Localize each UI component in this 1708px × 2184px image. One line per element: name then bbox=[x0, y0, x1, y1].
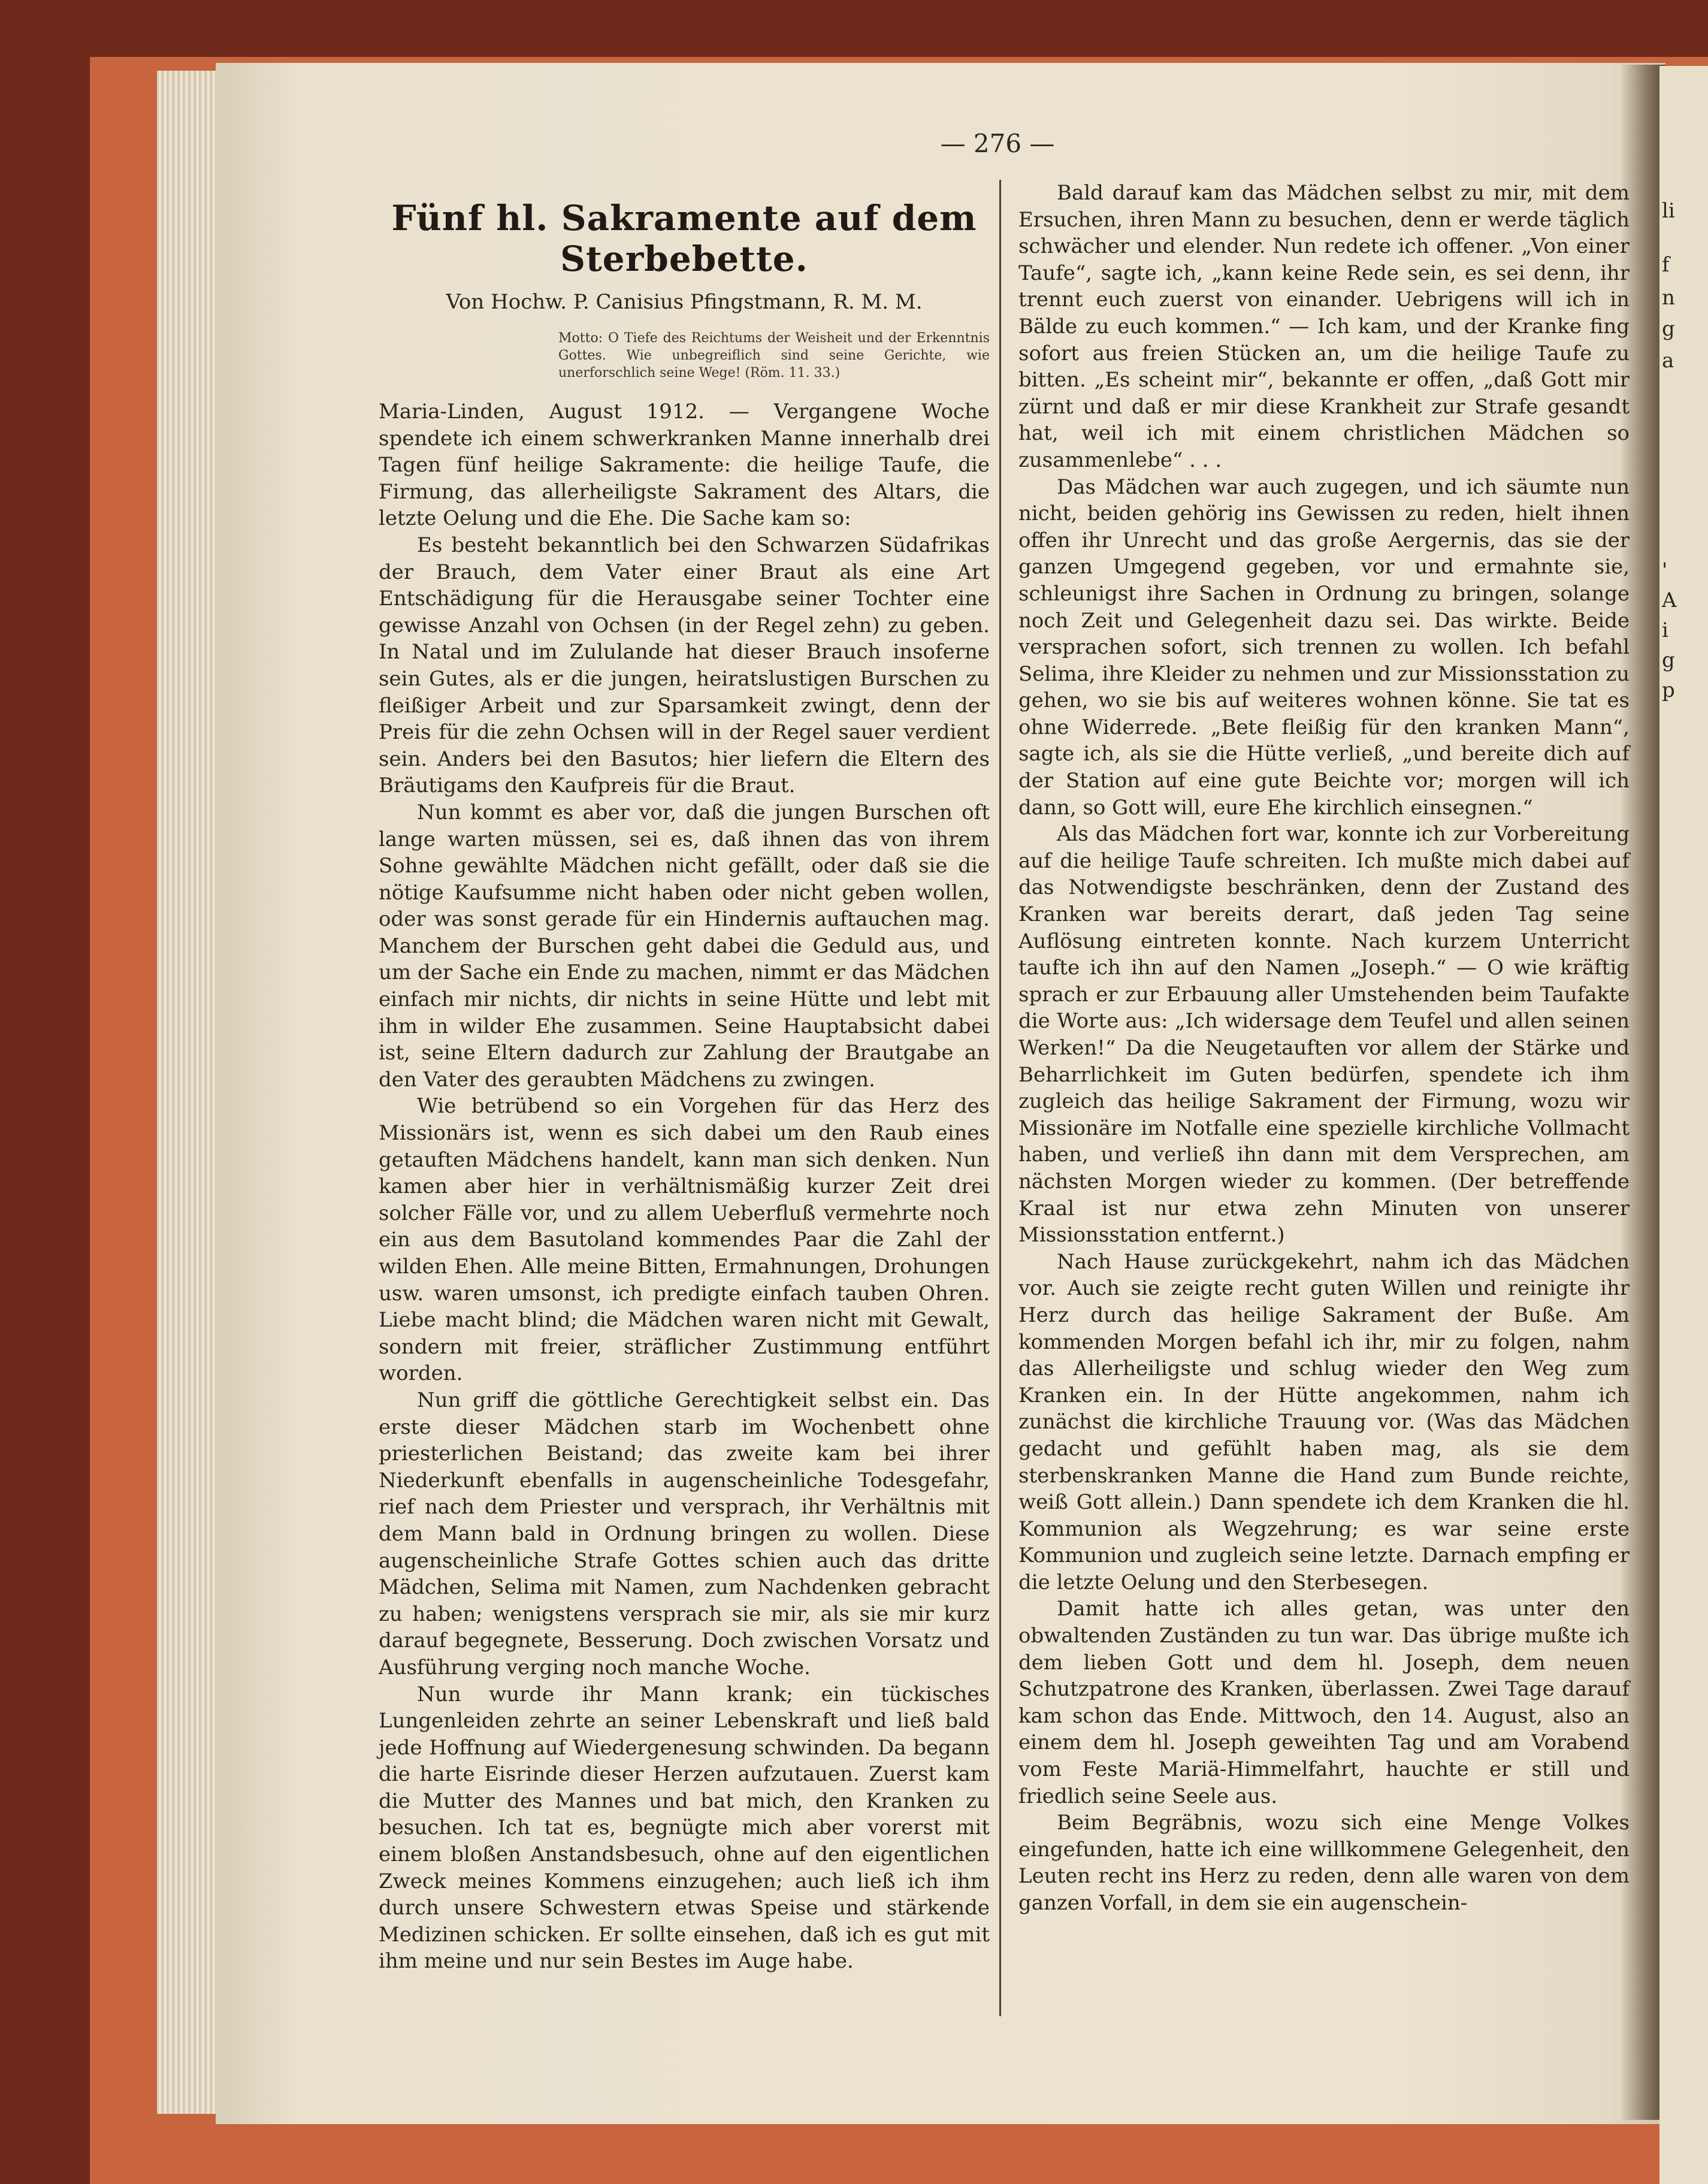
paragraph: Nach Hause zurückgekehrt, nahm ich das Mädchen vor. Auch sie zeigte recht guten Willen und reinigte ihr Herz durch das heilige Sakrament der Buße. Am kommenden Morgen befahl ich ihr, mir zu folgen, nahm das Allerheiligste und schlug wieder den Weg zum Kranken ein. In der Hütte angekommen, nahm ich zunächst die kirchliche Trauung vor. (Was das Mädchen gedacht und gefühlt haben mag, als sie dem sterbenskranken Manne die Hand zum Bunde reichte, weiß Gott allein.) Dann spendete ich dem Kranken die hl. Kommunion als Wegzehrung; es war seine erste Kommunion und zugleich seine letzte. Darnach empfing er die letzte Oelung und den Sterbesegen. bbox=[1018, 1249, 1630, 1594]
next-page-fragment: i bbox=[1662, 618, 1668, 642]
paragraph: Damit hatte ich alles getan, was unter den obwaltenden Zuständen zu tun war. Das übrige mußte ich dem lieben Gott und dem hl. Joseph, dem neuen Schutzpatrone des Kranken, überlassen. Zwei Tage darauf kam schon das Ende. Mittwoch, den 14. August, also an einem dem hl. Joseph geweihten Tag und am Vorabend vom Feste Mariä-Himmelfahrt, hauchte er still und friedlich seine Seele aus. bbox=[1018, 1597, 1630, 1808]
next-page-fragment: n bbox=[1662, 286, 1675, 310]
paragraph: Beim Begräbnis, wozu sich eine Menge Volkes eingefunden, hatte ich eine willkommene Gelegenheit, den Leuten recht ins Herz zu reden, denn alle waren von dem ganzen Vorfall, in dem sie ein augenschein- bbox=[1018, 1811, 1630, 1915]
paragraph: Wie betrübend so ein Vorgehen für das Herz des Missionärs ist, wenn es sich dabei um den Raub eines getauften Mädchens handelt, kann man sich denken. Nun kamen aber hier in verhältnismäßig kurzer Zeit drei solcher Fälle vor, und zu allem Ueberfluß vermehrte noch ein aus dem Basutoland kommendes Paar die Zahl der wilden Ehen. Alle meine Bitten, Ermahnungen, Drohungen usw. waren umsonst, ich predigte einfach tauben Ohren. Liebe macht blind; die Mädchen waren nicht mit Gewalt, sondern mit freier, sträflicher Zustimmung entführt worden. bbox=[379, 1094, 990, 1386]
column-rule bbox=[999, 180, 1001, 2016]
next-page-fragment: a bbox=[1662, 349, 1674, 373]
left-column bbox=[379, 198, 990, 1975]
next-page-fragment: g bbox=[1662, 317, 1675, 341]
paragraph: Maria-Linden, August 1912. — Vergangene Woche spendete ich einem schwerkranken Manne innerhalb drei Tagen fünf heilige Sakramente: die heilige Taufe, die Firmung, das allerheiligste Sakrament des Altars, die letzte Oelung und die Ehe. Die Sache kam so: bbox=[379, 400, 990, 531]
article-title: Fünf hl. Sakramente auf dem Sterbebette. bbox=[391, 198, 977, 279]
article-byline: Von Hochw. P. Canisius Pfingstmann, R. M. M. bbox=[446, 290, 923, 314]
next-page-fragment: p bbox=[1662, 678, 1675, 702]
next-page-fragment: f bbox=[1662, 253, 1670, 277]
next-page-fragment: li bbox=[1662, 199, 1675, 223]
paragraph: Das Mädchen war auch zugegen, und ich säumte nun nicht, beiden gehörig ins Gewissen zu reden, hielt ihnen offen ihr Unrecht und das große Aergernis, das sie der ganzen Umgegend gegeben, vor und ermahnte sie, schleunigst ihre Sachen in Ordnung zu bringen, solange noch Zeit und Gelegenheit dazu sei. Das wirkte. Beide versprachen sofort, sich trennen zu wollen. Ich befahl Selima, ihre Kleider zu nehmen und zur Missionsstation zu gehen, wo sie bis auf weiteres wohnen könne. Sie tat es ohne Widerrede. „Bete fleißig für den kranken Mann“, sagte ich, als sie die Hütte verließ, „und bereite dich auf der Station auf eine gute Beichte vor; morgen will ich dann, so Gott will, eure Ehe kirchlich einsegnen.“ bbox=[1018, 475, 1630, 820]
right-column bbox=[1018, 180, 1630, 1917]
next-page-fragment: A bbox=[1662, 588, 1677, 612]
next-page-fragment: g bbox=[1662, 648, 1675, 672]
article-motto: Motto: O Tiefe des Reichtums der Weisheit und der Erkenntnis Gottes. Wie unbegreiflich sind seine Gerichte, wie unerforschlich seine Wege! (Röm. 11. 33.) bbox=[558, 331, 990, 380]
paragraph: Nun griff die göttliche Gerechtigkeit selbst ein. Das erste dieser Mädchen starb im Wochenbett ohne priesterlichen Beistand; das zweite kam bei ihrer Niederkunft ebenfalls in augenscheinliche Todesgefahr, rief nach dem Priester und versprach, ihr Verhältnis mit dem Mann bald in Ordnung bringen zu wollen. Diese augenscheinliche Strafe Gottes schien auch das dritte Mädchen, Selima mit Namen, zum Nachdenken gebracht zu haben; wenigstens versprach sie mir, als sie mir kurz darauf begegnete, Besserung. Doch zwischen Vorsatz und Ausführung verging noch manche Woche. bbox=[379, 1388, 990, 1679]
next-page-fragment: ' bbox=[1662, 558, 1668, 582]
next-page-edge bbox=[1659, 66, 1708, 2184]
paragraph: Als das Mädchen fort war, konnte ich zur Vorbereitung auf die heilige Taufe schreiten. Ich mußte mich dabei auf das Notwendigste beschränken, denn der Zustand des Kranken war bereits derart, daß jeden Tag seine Auflösung eintreten konnte. Nach kurzem Unterricht taufte ich ihn auf den Namen „Joseph.“ — O wie kräftig sprach er zur Erbauung aller Umstehenden beim Taufakte die Worte aus: „Ich widersage dem Teufel und allen seinen Werken!“ Da die Neugetauften vor allem der Stärke und Beharrlichkeit im Guten bedürfen, spendete ich ihm zugleich das heilige Sakrament der Firmung, wozu wir Missionäre im Notfalle eine spezielle kirchliche Vollmacht haben, und verließ ihn dann mit dem Versprechen, am nächsten Morgen wieder zu kommen. (Der betreffende Kraal ist nur etwa zehn Minuten von unserer Missionsstation entfernt.) bbox=[1018, 822, 1630, 1247]
paragraph: Bald darauf kam das Mädchen selbst zu mir, mit dem Ersuchen, ihren Mann zu besuchen, denn er werde täglich schwächer und elender. Nun redete ich offener. „Von einer Taufe“, sagte ich, „kann keine Rede sein, es sei denn, ihr trennt euch zuerst von einander. Uebrigens will ich in Bälde zu euch kommen.“ — Ich kam, und der Kranke fing sofort aus freien Stücken an, um die heilige Taufe zu bitten. „Es scheint mir“, bekannte er offen, „daß Gott mir zürnt und daß er mir diese Krankheit zur Strafe gesandt hat, weil ich mit einem christlichen Mädchen so zusammenlebe“ . . . bbox=[1018, 181, 1630, 472]
paragraph: Es besteht bekanntlich bei den Schwarzen Südafrikas der Brauch, dem Vater einer Braut als eine Art Entschädigung für die Herausgabe seiner Tochter eine gewisse Anzahl von Ochsen (in der Regel zehn) zu geben. In Natal und im Zululande hat dieser Brauch insoferne sein Gutes, als er die jungen, heiratslustigen Burschen zu fleißiger Arbeit und zur Sparsamkeit zwingt, denn der Preis für die zehn Ochsen will in der Regel sauer verdient sein. Anders bei den Basutos; hier liefern die Eltern des Bräutigams den Kaufpreis für die Braut. bbox=[379, 533, 990, 798]
page-number: — 276 — bbox=[940, 129, 1055, 158]
paragraph: Nun wurde ihr Mann krank; ein tückisches Lungenleiden zehrte an seiner Lebenskraft und ließ bald jede Hoffnung auf Wiedergenesung schwinden. Da begann die harte Eisrinde dieser Herzen aufzutauen. Zuerst kam die Mutter des Mannes und bat mich, den Kranken zu besuchen. Ich tat es, begnügte mich aber vorerst mit einem bloßen Anstandsbesuch, ohne auf den eigentlichen Zweck meines Kommens einzugehen; auch ließ ich ihm durch unsere Schwestern etwas Speise und stärkende Medizinen schicken. Er sollte einsehen, daß ich es gut mit ihm meine und nur sein Bestes im Auge habe. bbox=[379, 1682, 990, 1974]
paragraph: Nun kommt es aber vor, daß die jungen Burschen oft lange warten müssen, sei es, daß ihnen das von ihrem Sohne gewählte Mädchen nicht gefällt, oder daß sie die nötige Kaufsumme nicht haben oder nicht geben wollen, oder was sonst gerade für ein Hindernis auftauchen mag. Manchem der Burschen geht dabei die Geduld aus, und um der Sache ein Ende zu machen, nimmt er das Mädchen einfach mir nichts, dir nichts in seine Hütte und lebt mit ihm in wilder Ehe zusammen. Seine Hauptabsicht dabei ist, seine Eltern dadurch zur Zahlung der Brautgabe an den Vater des geraubten Mädchens zu zwingen. bbox=[379, 800, 990, 1092]
